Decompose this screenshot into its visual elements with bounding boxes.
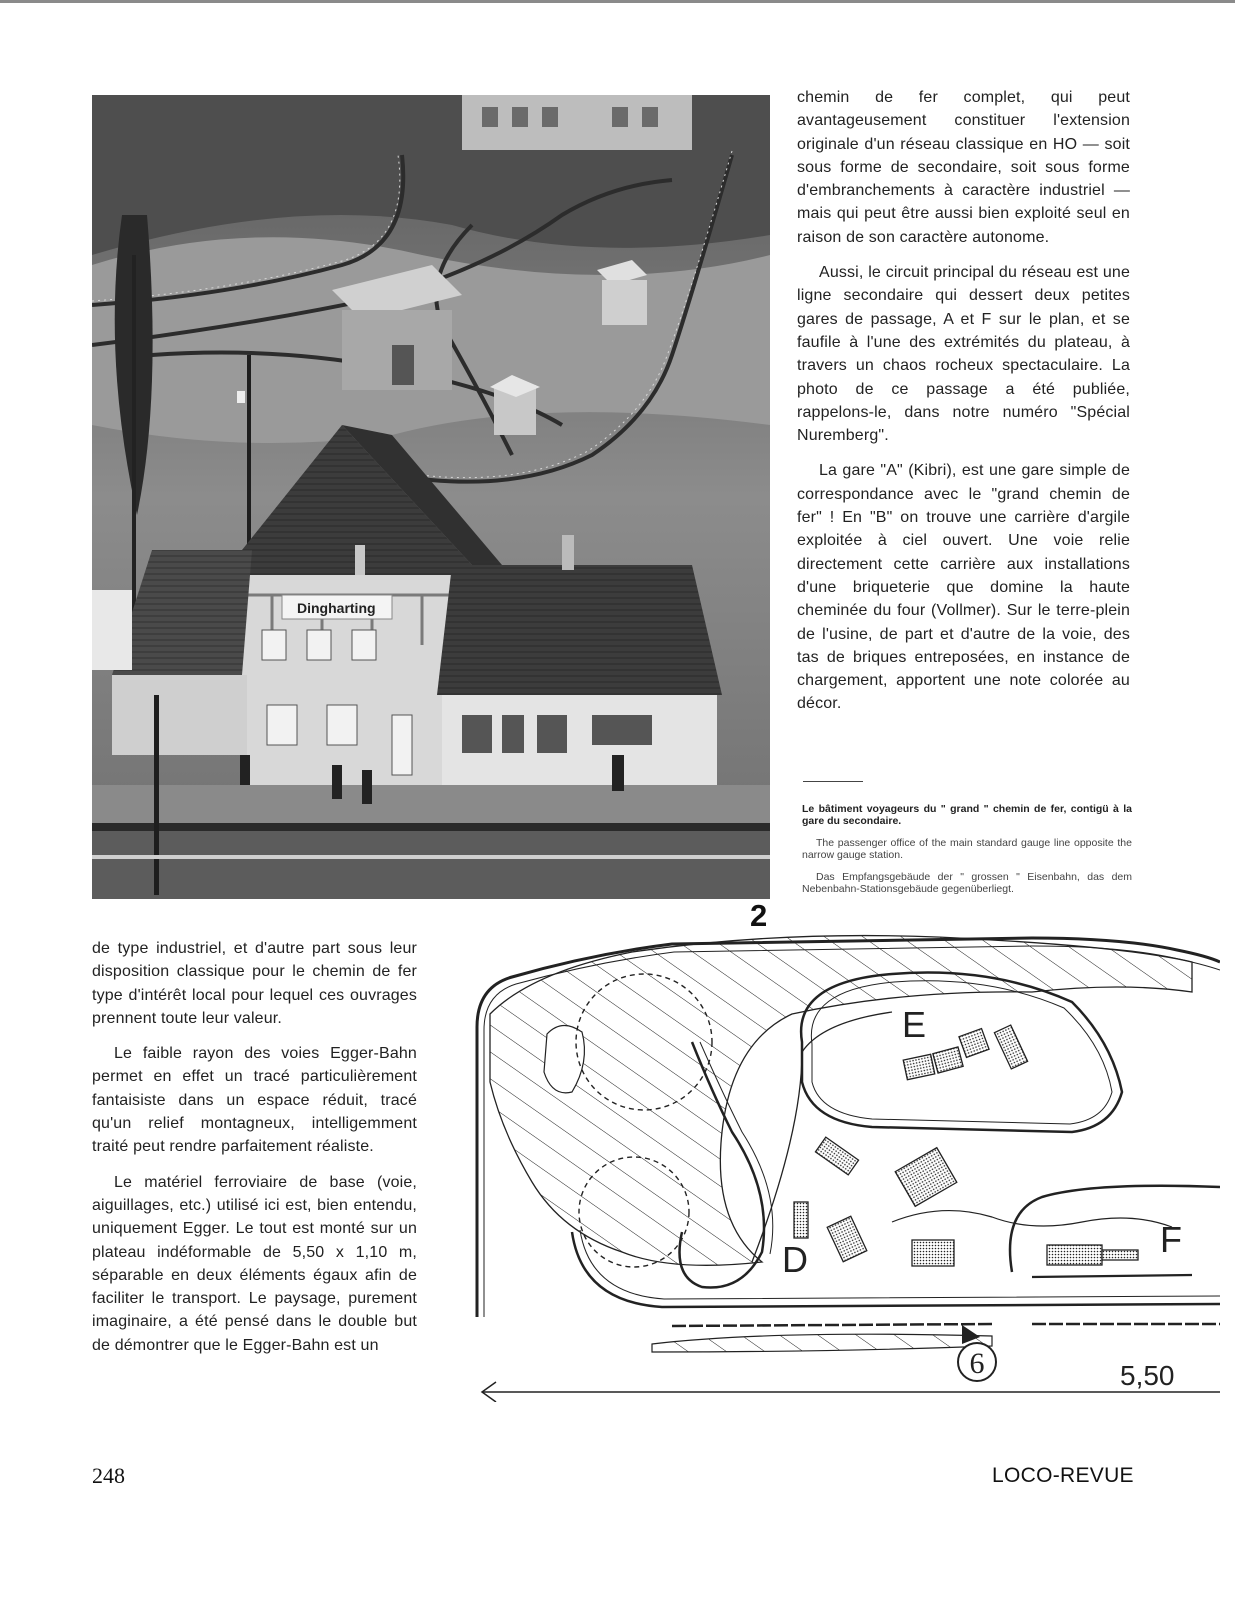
plan-marker-number: 6 — [969, 1347, 985, 1380]
left-text-column — [92, 937, 417, 1369]
layout-photograph — [92, 95, 770, 899]
right-text-column — [797, 86, 1130, 728]
track-plan-diagram — [472, 932, 1220, 1402]
magazine-name: LOCO-REVUE — [992, 1464, 1134, 1487]
station-sign-text: Dingharting — [297, 600, 376, 616]
paragraph: Aussi, le circuit principal du réseau est une ligne secondaire qui dessert deux petites gares de passage, A et F sur le plan, et se faufile à l'une des extrémités du plateau, à travers un chaos rocheux spectaculaire. La photo de ce passage a été publiée, rappelons-le, dans notre numéro "Spécial Nuremberg". — [797, 264, 1130, 445]
page-number: 248 — [92, 1463, 125, 1488]
plan-label-e: E — [902, 1004, 927, 1045]
plan-label-f: F — [1160, 1219, 1182, 1260]
paragraph: Le matériel ferroviaire de base (voie, aiguillages, etc.) utilisé ici est, bien entendu, uniquement Egger. Le tout est monté sur un plateau indéformable de 5,50 x 1,10 m, séparable en deux éléments égaux afin de faciliter le transport. Le paysage, purement imaginaire, a été pensé dans le double but de démontrer que le Egger-Bahn est un — [92, 1173, 417, 1354]
plan-dimension-label: 5,50 — [1120, 1360, 1175, 1391]
caption-french: Le bâtiment voyageurs du " grand " chemin de fer, contigü à la gare du secondaire. — [802, 803, 1132, 827]
figure-number: 2 — [750, 898, 768, 933]
photo-captions — [802, 803, 1132, 905]
paragraph: Le faible rayon des voies Egger-Bahn permet en effet un tracé particulièrement fantaisiste dans un espace réduit, tracé qu'un relief montagneux, intelligemment traité peut rendre parfaitement réaliste. — [92, 1045, 417, 1156]
caption-separator — [803, 781, 863, 782]
paragraph: chemin de fer complet, qui peut avantageusement constituer l'extension originale d'un réseau classique en HO — soit sous forme de secondaire, soit sous forme d'embranchements à caractère industriel — mais qui peut être aussi bien exploité seul en raison de son caractère autonome. — [797, 89, 1130, 246]
page-top-rule — [0, 0, 1235, 3]
paragraph: La gare "A" (Kibri), est une gare simple de correspondance avec le "grand chemin de fer" ! En "B" on trouve une carrière d'argile exploitée à ciel ouvert. Une voie relie directement cette carrière aux installations d'une briqueterie que domine la haute cheminée du four (Vollmer). Sur le terre-plein de l'usine, de part et d'autre de la voie, des tas de briques entreposées, en instance de chargement, apportent une note colorée au décor. — [797, 462, 1130, 713]
plan-label-d: D — [782, 1239, 808, 1280]
paragraph: de type industriel, et d'autre part sous leur disposition classique pour le chemin de fer type d'intérêt local pour lequel ces ouvrages prennent toute leur valeur. — [92, 940, 417, 1027]
track-plan-drawing — [472, 932, 1220, 1402]
caption-german: Das Empfangsgebäude der " grossen " Eisenbahn, das dem Nebenbahn-Stationsgebäude gegenüberliegt. — [802, 871, 1132, 895]
station-photo-illustration — [92, 95, 770, 899]
caption-english: The passenger office of the main standard gauge line opposite the narrow gauge station. — [802, 837, 1132, 861]
